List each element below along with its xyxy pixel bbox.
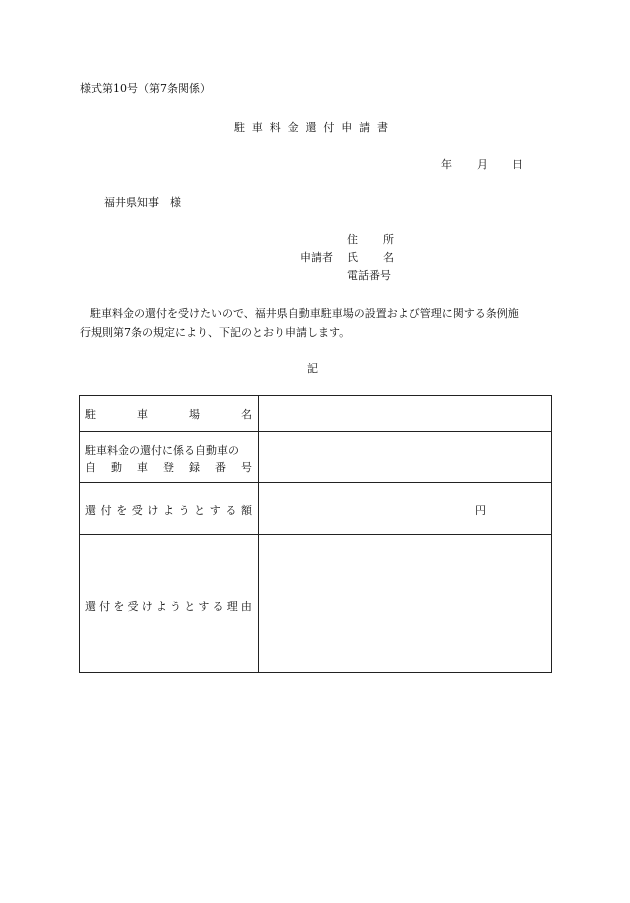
row4-char: と (184, 600, 196, 613)
row4-char: 還 (85, 600, 96, 613)
row4-char: う (170, 600, 182, 613)
row3-char: 額 (240, 504, 252, 517)
addressee: 福井県知事 様 (104, 196, 181, 209)
table-divider-3 (79, 534, 552, 535)
body-line-1: 駐車料金の還付を受けたいので、福井県自動車駐車場の設置および管理に関する条例施 (90, 307, 519, 320)
applicant-phone-label: 電話番号 (347, 269, 391, 282)
title-char: 金 (287, 121, 299, 134)
row1-char: 車 (137, 408, 148, 421)
row-vehicle-label-line1: 駐車料金の還付に係る自動車の (85, 444, 239, 457)
row4-char: 由 (240, 600, 252, 613)
table-column-divider (258, 395, 259, 673)
row4-char: 付 (99, 600, 111, 613)
row-refund-reason-label (85, 598, 252, 614)
row3-char: う (178, 504, 190, 517)
row4-char: る (212, 600, 224, 613)
row4-char: 受 (127, 600, 139, 613)
title-char: 車 (251, 121, 263, 134)
row3-char: る (225, 504, 237, 517)
row-refund-amount-unit: 円 (475, 504, 486, 517)
row3-char: け (147, 504, 159, 517)
title-char: 料 (269, 121, 281, 134)
table-border-right (551, 395, 552, 673)
row3-char: と (194, 504, 206, 517)
applicant-address-label (347, 231, 394, 247)
row-refund-amount-label (85, 502, 252, 518)
applicant-name-label (347, 249, 394, 265)
applicant-label: 申請者 (300, 251, 333, 264)
address-char: 住 (347, 233, 358, 246)
table-divider-1 (79, 431, 552, 432)
row1-char: 場 (189, 408, 200, 421)
date-month: 月 (477, 158, 488, 171)
row3-char: を (116, 504, 128, 517)
row3-char: 受 (131, 504, 143, 517)
title-char: 書 (377, 121, 388, 134)
row2-char: 登 (163, 461, 174, 474)
document-title (234, 119, 388, 135)
row3-char: 付 (100, 504, 112, 517)
name-char: 名 (383, 251, 394, 264)
date-day: 日 (512, 158, 523, 171)
table-border-bottom (79, 672, 552, 673)
row-vehicle-label-line2 (85, 459, 252, 475)
row1-char: 名 (241, 408, 252, 421)
form-number-label: 様式第10号（第7条関係） (80, 82, 211, 95)
row2-char: 車 (137, 461, 148, 474)
date-year: 年 (441, 158, 452, 171)
title-char: 請 (359, 121, 371, 134)
row2-char: 番 (215, 461, 226, 474)
row2-char: 自 (85, 461, 96, 474)
row4-char: す (198, 600, 210, 613)
row4-char: 理 (226, 600, 238, 613)
row1-char: 駐 (85, 408, 96, 421)
table-border-top (79, 395, 552, 396)
title-char: 付 (323, 121, 335, 134)
title-char: 還 (305, 121, 317, 134)
title-char: 申 (341, 121, 353, 134)
table-divider-2 (79, 482, 552, 483)
row3-char: よ (162, 504, 174, 517)
row-parking-name-label (85, 406, 252, 422)
row2-char: 号 (241, 461, 252, 474)
row2-char: 動 (111, 461, 122, 474)
ki-heading: 記 (307, 362, 318, 375)
row3-char: 還 (85, 504, 96, 517)
row3-char: す (209, 504, 221, 517)
name-char: 氏 (347, 251, 358, 264)
row4-char: を (113, 600, 125, 613)
address-char: 所 (383, 233, 394, 246)
body-line-2: 行規則第7条の規定により、下記のとおり申請します。 (80, 326, 351, 339)
title-char: 駐 (234, 121, 245, 134)
row2-char: 録 (189, 461, 200, 474)
table-border-left (79, 395, 80, 673)
row4-char: け (141, 600, 153, 613)
row4-char: よ (155, 600, 167, 613)
